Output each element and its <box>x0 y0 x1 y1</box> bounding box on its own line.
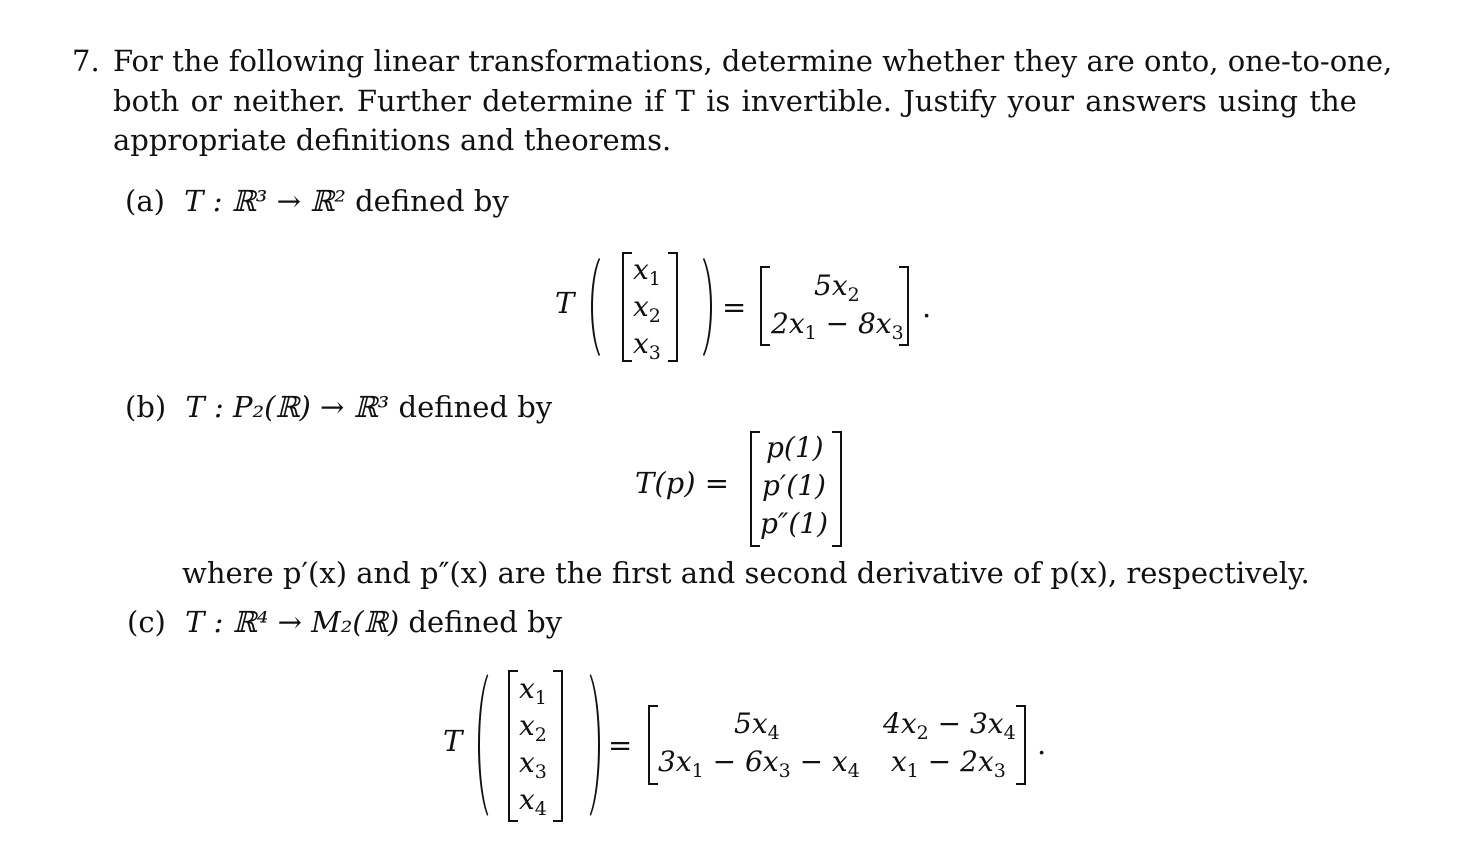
problem-line-1: For the following linear transformations, determine whether they are onto, one-to-one, <box>113 44 1393 78</box>
part-c-output-r1c1: $5x_4$ <box>734 707 780 744</box>
part-a-T: T <box>555 286 575 320</box>
part-b-map: T : P₂(ℝ) → ℝ³ <box>185 390 390 424</box>
part-c-input-left-bracket <box>508 670 518 822</box>
part-a-map: T : ℝ³ → ℝ² <box>184 184 346 218</box>
part-c-output-r2c1: $3x_1 - 6x_3 - x_4$ <box>658 745 860 782</box>
part-b-note: where p′(x) and p″(x) are the first and second derivative of p(x), respectively. <box>182 556 1310 590</box>
problem-line-2: both or neither. Further determine if T is invertible. Justify your answers using the <box>113 84 1357 118</box>
part-a-left-paren <box>591 250 623 364</box>
part-c-input-x4: $x_4$ <box>519 783 547 820</box>
part-b-defined-by: defined by <box>398 390 553 424</box>
part-c-output-r2c2: $x_1 - 2x_3$ <box>891 745 1006 782</box>
part-c-right-paren <box>566 665 600 825</box>
part-b-output-left-bracket <box>750 431 760 547</box>
part-c-left-paren <box>478 665 512 825</box>
part-b-lhs: T(p) = <box>635 466 730 500</box>
part-a-right-paren <box>680 250 712 364</box>
part-a-output-left-bracket <box>760 266 770 346</box>
part-c-output-r1c2: $4x_2 - 3x_4$ <box>883 707 1016 744</box>
part-a-input-x1: $x_1$ <box>633 253 661 290</box>
part-a-output-row-1: $5x_2$ <box>814 269 860 306</box>
part-b-output-dp1: p′(1) <box>762 469 826 502</box>
part-c-T: T <box>443 724 463 758</box>
part-c-period: . <box>1037 727 1047 761</box>
part-a-output-row-2: $2x_1 - 8x_3$ <box>771 307 904 344</box>
part-a-defined-by: defined by <box>355 184 509 218</box>
part-a-input-right-bracket <box>668 252 678 362</box>
part-c-input-right-bracket <box>553 670 563 822</box>
part-c-input-x3: $x_3$ <box>519 746 547 783</box>
part-c-output-left-bracket <box>648 705 658 785</box>
part-b-output-p1: p(1) <box>766 431 824 464</box>
part-c-map: T : ℝ⁴ → M₂(ℝ) <box>185 605 400 639</box>
problem-number: 7. <box>72 44 100 78</box>
part-c-input-x2: $x_2$ <box>519 709 547 746</box>
part-c-label: (c) <box>127 605 166 639</box>
part-c-equals: = <box>608 728 633 762</box>
part-a-output-right-bracket <box>899 266 909 346</box>
part-c-input-x1: $x_1$ <box>519 672 547 709</box>
part-a-period: . <box>922 290 932 324</box>
part-a-input-x3: $x_3$ <box>633 327 661 364</box>
part-a-label: (a) <box>125 184 165 218</box>
part-a-equals: = <box>722 290 747 324</box>
part-b-label: (b) <box>125 390 167 424</box>
part-c-output-right-bracket <box>1016 705 1026 785</box>
part-a-input-left-bracket <box>622 252 632 362</box>
part-c-heading <box>127 605 562 639</box>
part-b-output-right-bracket <box>832 431 842 547</box>
part-b-heading <box>125 390 552 424</box>
problem-line-3: appropriate definitions and theorems. <box>113 123 672 157</box>
part-c-defined-by: defined by <box>408 605 563 639</box>
part-b-output-ddp1: p″(1) <box>760 507 829 540</box>
part-a-input-x2: $x_2$ <box>633 290 661 327</box>
part-a-heading <box>125 184 509 218</box>
